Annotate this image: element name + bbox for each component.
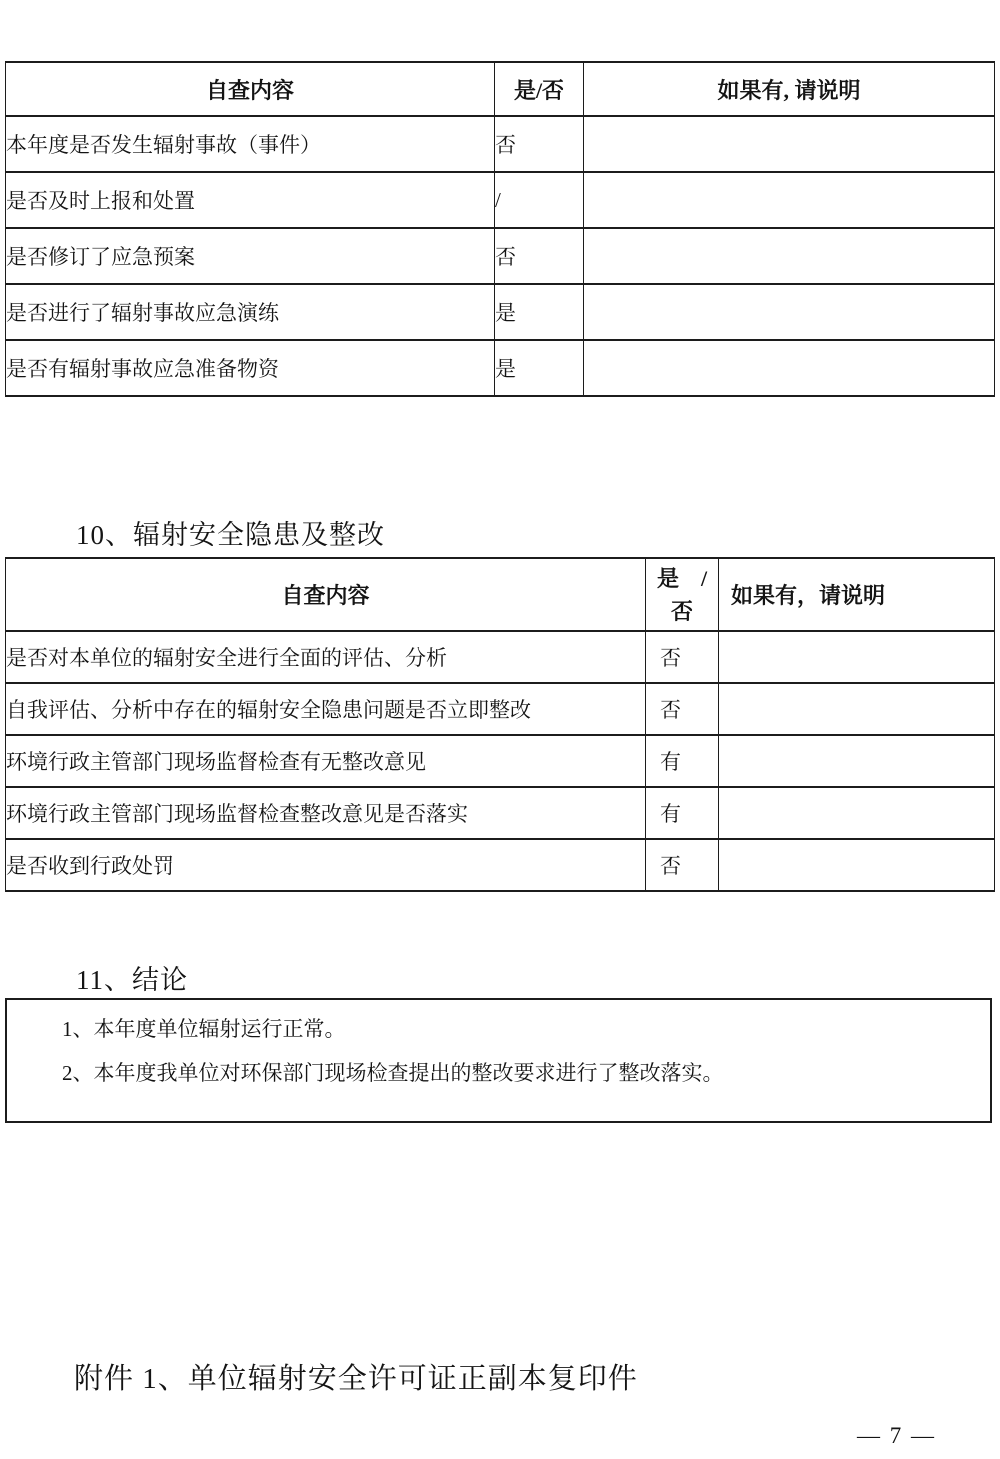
table-row xyxy=(6,839,995,891)
item-cell: 是否进行了辐射事故应急演练 xyxy=(6,284,495,340)
answer-cell: 否 xyxy=(646,631,719,683)
answer-cell: 否 xyxy=(646,683,719,735)
note-cell xyxy=(719,683,995,735)
table-row xyxy=(6,116,995,172)
header-note: 如果有，请说明 xyxy=(719,558,995,631)
table-row xyxy=(6,172,995,228)
note-cell xyxy=(584,228,995,284)
table-row xyxy=(6,683,995,735)
item-cell: 本年度是否发生辐射事故（事件） xyxy=(6,116,495,172)
page-number: — 7 — xyxy=(857,1423,936,1448)
note-cell xyxy=(584,172,995,228)
table-row xyxy=(6,787,995,839)
answer-cell: / xyxy=(495,172,584,228)
header-item: 自查内容 xyxy=(6,62,495,116)
item-cell: 环境行政主管部门现场监督检查有无整改意见 xyxy=(6,735,646,787)
table-row xyxy=(6,228,995,284)
section-10-title: 10、辐射安全隐患及整改 xyxy=(76,520,385,550)
note-cell xyxy=(719,631,995,683)
item-cell: 环境行政主管部门现场监督检查整改意见是否落实 xyxy=(6,787,646,839)
answer-cell: 是 xyxy=(495,284,584,340)
note-cell xyxy=(584,284,995,340)
item-cell: 是否修订了应急预案 xyxy=(6,228,495,284)
item-cell: 是否收到行政处罚 xyxy=(6,839,646,891)
conclusion-line-2: 2、本年度我单位对环保部门现场检查提出的整改要求进行了整改落实。 xyxy=(62,1061,724,1085)
table-row xyxy=(6,340,995,396)
header-yes-no xyxy=(646,558,719,631)
table-row xyxy=(6,631,995,683)
item-cell: 是否对本单位的辐射安全进行全面的评估、分析 xyxy=(6,631,646,683)
accident-self-check-table xyxy=(5,61,995,397)
note-cell xyxy=(719,735,995,787)
note-cell xyxy=(719,839,995,891)
header-yes-no: 是/否 xyxy=(495,62,584,116)
item-cell: 是否有辐射事故应急准备物资 xyxy=(6,340,495,396)
answer-cell: 否 xyxy=(646,839,719,891)
answer-cell: 有 xyxy=(646,735,719,787)
table-header-row xyxy=(6,62,995,116)
header-item: 自查内容 xyxy=(6,558,646,631)
item-cell: 是否及时上报和处置 xyxy=(6,172,495,228)
header-yes-no-line1: 是 / xyxy=(656,565,708,591)
table-row xyxy=(6,735,995,787)
conclusion-line-1: 1、本年度单位辐射运行正常。 xyxy=(62,1017,346,1041)
answer-cell: 是 xyxy=(495,340,584,396)
table-header-row xyxy=(6,558,995,631)
attachment-1-line: 附件 1、单位辐射安全许可证正副本复印件 xyxy=(74,1363,638,1395)
hazard-rectification-table xyxy=(5,557,995,892)
answer-cell: 否 xyxy=(495,228,584,284)
answer-cell: 否 xyxy=(495,116,584,172)
conclusion-box xyxy=(5,998,992,1123)
note-cell xyxy=(584,340,995,396)
note-cell xyxy=(719,787,995,839)
answer-cell: 有 xyxy=(646,787,719,839)
table-row xyxy=(6,284,995,340)
item-cell: 自我评估、分析中存在的辐射安全隐患问题是否立即整改 xyxy=(6,683,646,735)
note-cell xyxy=(584,116,995,172)
header-note: 如果有, 请说明 xyxy=(584,62,995,116)
section-11-title: 11、结论 xyxy=(76,965,188,995)
header-yes-no-line2: 否 xyxy=(670,598,693,624)
